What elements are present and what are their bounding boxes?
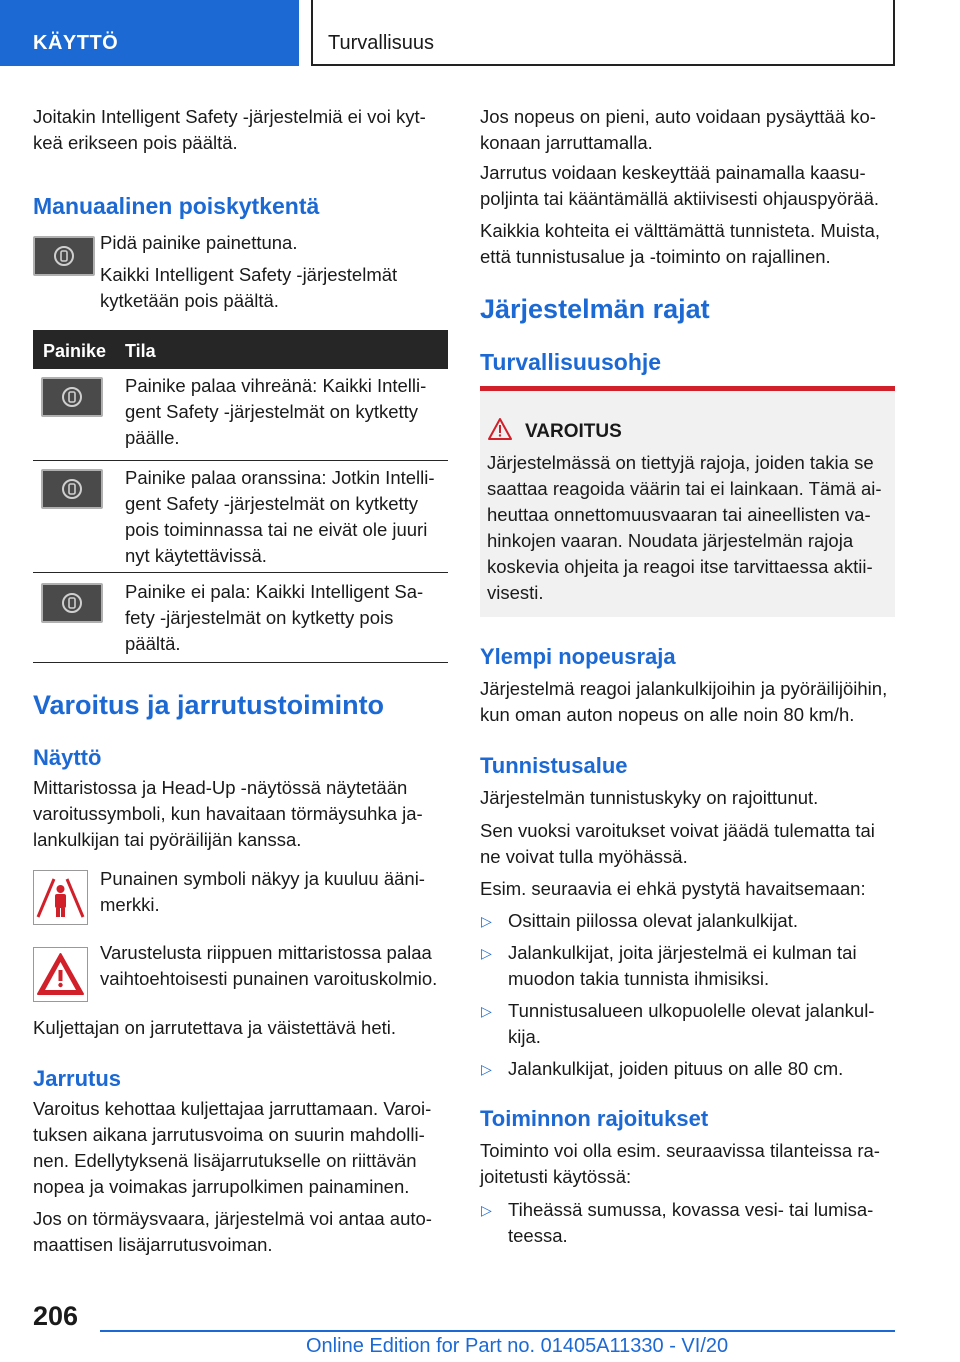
warning-triangle-icon (33, 947, 88, 1002)
bullet-triangle-icon: ▷ (481, 945, 492, 961)
edition-footer: Online Edition for Part no. 01405A11330 - VI/20 (306, 1335, 729, 1357)
function-limits-paragraph: Toiminto voi olla esim. seuraavissa tilanteissa ra-joitetusti käytössä: (480, 1140, 880, 1187)
bullet-triangle-icon: ▷ (481, 1202, 492, 1218)
intro-paragraph: Joitakin Intelligent Safety -järjestelmiä ei voi kyt-keä erikseen pois päältä. (33, 106, 426, 153)
detection-paragraph-3: Esim. seuraavia ei ehkä pystytä havaitsemaan: (480, 878, 866, 899)
driver-paragraph: Kuljettajan on jarrutettava ja väistettävä heti. (33, 1017, 397, 1038)
intelligent-safety-button-icon (33, 236, 95, 276)
list-item: ▷ Tiheässä sumussa, kovassa vesi- tai lumisa-teessa. (481, 1199, 874, 1246)
display-heading: Näyttö (33, 745, 102, 770)
braking-heading: Jarrutus (33, 1066, 122, 1091)
warning-text: Järjestelmässä on tiettyjä rajoja, joiden takia se saattaa reagoida väärin tai ei lainkaan. Tämä ai-heuttaa onnettomuusvaaran tai aineellisten va-hinkojen vaaran. Noudata järjestelmän rajoja koskevia ohjeita ja reagoi itse tarvittaessa aktii-visesti. (487, 452, 882, 603)
warning-box (480, 386, 895, 617)
manual-line-1: Pidä painike painettuna. (100, 232, 298, 253)
row-state-text: Painike palaa vihreänä: Kaikki Intelli-gent Safety -järjestelmät on kytketty päälle. (125, 375, 427, 448)
braking-paragraph-2: Jos on törmäysvaara, järjestelmä voi antaa auto-maattisen lisäjarrutusvoiman. (33, 1208, 432, 1255)
warning-label: VAROITUS (525, 421, 622, 442)
warning-braking-heading: Varoitus ja jarrutustoiminto (33, 690, 385, 720)
system-limits-heading: Järjestelmän rajat (480, 294, 710, 324)
bullet-triangle-icon: ▷ (481, 1061, 492, 1077)
button-off-icon (41, 583, 103, 623)
table-row (33, 573, 448, 663)
col-header-state: Tila (125, 341, 156, 361)
list-item: ▷ Osittain piilossa olevat jalankulkijat. (480, 908, 895, 934)
col-header-button: Painike (43, 341, 107, 361)
chapter-tab (0, 0, 299, 66)
right-paragraph-2: Jarrutus voidaan keskeyttää painamalla kaasu-poljinta tai kääntämällä aktiivisesti ohjauspyörää. (480, 162, 879, 209)
speed-limit-heading: Ylempi nopeusraja (480, 644, 676, 669)
table-header (33, 330, 448, 369)
shield-car-icon (52, 244, 76, 268)
chapter-tab-label: KÄYTTÖ (33, 32, 119, 54)
pedestrian-warning-icon (33, 870, 88, 925)
list-item: ▷ Jalankulkijat, joiden pituus on alle 80 cm. (480, 1056, 895, 1082)
table-row (33, 369, 448, 461)
detection-paragraph-1: Järjestelmän tunnistuskyky on rajoittunut. (480, 787, 819, 808)
detection-area-heading: Tunnistusalue (480, 753, 628, 778)
page-number: 206 (33, 1301, 79, 1331)
function-limits-heading: Toiminnon rajoitukset (480, 1106, 709, 1131)
manual-line-2: Kaikki Intelligent Safety -järjestelmät kytketään pois päältä. (100, 264, 398, 311)
manual-off-heading: Manuaalinen poiskytkentä (33, 193, 320, 219)
list-item: ▷ Tunnistusalueen ulkopuolelle olevat jalankul-kija. (481, 1000, 875, 1047)
section-title: Turvallisuus (328, 32, 434, 54)
braking-paragraph-1: Varoitus kehottaa kuljettajaa jarruttamaan. Varoi-tuksen aikana jarrutusvoima on suurin mahdolli-nen. Edellytyksenä lisäjarrutukselle on riittävän nopea ja voimakas jarrupolkimen painaminen. (33, 1098, 432, 1197)
speed-limit-paragraph: Järjestelmä reagoi jalankulkijoihin ja pyöräilijöihin, kun oman auton nopeus on alle noin 80 km/h. (480, 678, 888, 725)
row-state-text: Painike ei pala: Kaikki Intelligent Sa-fety -järjestelmät on kytketty pois päältä. (125, 581, 424, 654)
bullet-triangle-icon: ▷ (481, 913, 492, 929)
symbol1-paragraph: Punainen symboli näkyy ja kuuluu ääni-merkki. (100, 868, 425, 915)
bullet-triangle-icon: ▷ (481, 1003, 492, 1019)
warning-triangle-small-icon (487, 417, 513, 441)
list-item: ▷ Jalankulkijat, joita järjestelmä ei kulman tai muodon takia tunnista ihmisiksi. (481, 942, 857, 989)
button-green-icon (41, 377, 103, 417)
display-paragraph: Mittaristossa ja Head-Up -näytössä näytetään varoitussymboli, kun havaitaan törmäysuhka ja-lankulkijan tai pyöräilijän kanssa. (33, 777, 423, 850)
section-header (311, 0, 895, 66)
function-limits-list (480, 1197, 895, 1249)
row-state-text: Painike palaa oranssina: Jotkin Intelli-gent Safety -järjestelmät on kytketty pois toiminnassa tai ne eivät ole juuri nyt käytettävissä. (125, 467, 435, 566)
detection-list (480, 908, 895, 1082)
safety-note-heading: Turvallisuusohje (480, 349, 662, 375)
button-orange-icon (41, 469, 103, 509)
right-paragraph-3: Kaikkia kohteita ei välttämättä tunnisteta. Muista, että tunnistusalue ja -toiminto on rajallinen. (480, 220, 881, 267)
right-paragraph-1: Jos nopeus on pieni, auto voidaan pysäyttää ko-konaan jarruttamalla. (480, 106, 876, 153)
symbol2-paragraph: Varustelusta riippuen mittaristossa palaa vaihtoehtoisesti punainen varoituskolmio. (100, 942, 438, 989)
table-row (33, 461, 448, 573)
footer-divider (100, 1330, 895, 1332)
detection-paragraph-2: Sen vuoksi varoitukset voivat jäädä tulematta tai ne voivat tulla myöhässä. (480, 820, 875, 867)
